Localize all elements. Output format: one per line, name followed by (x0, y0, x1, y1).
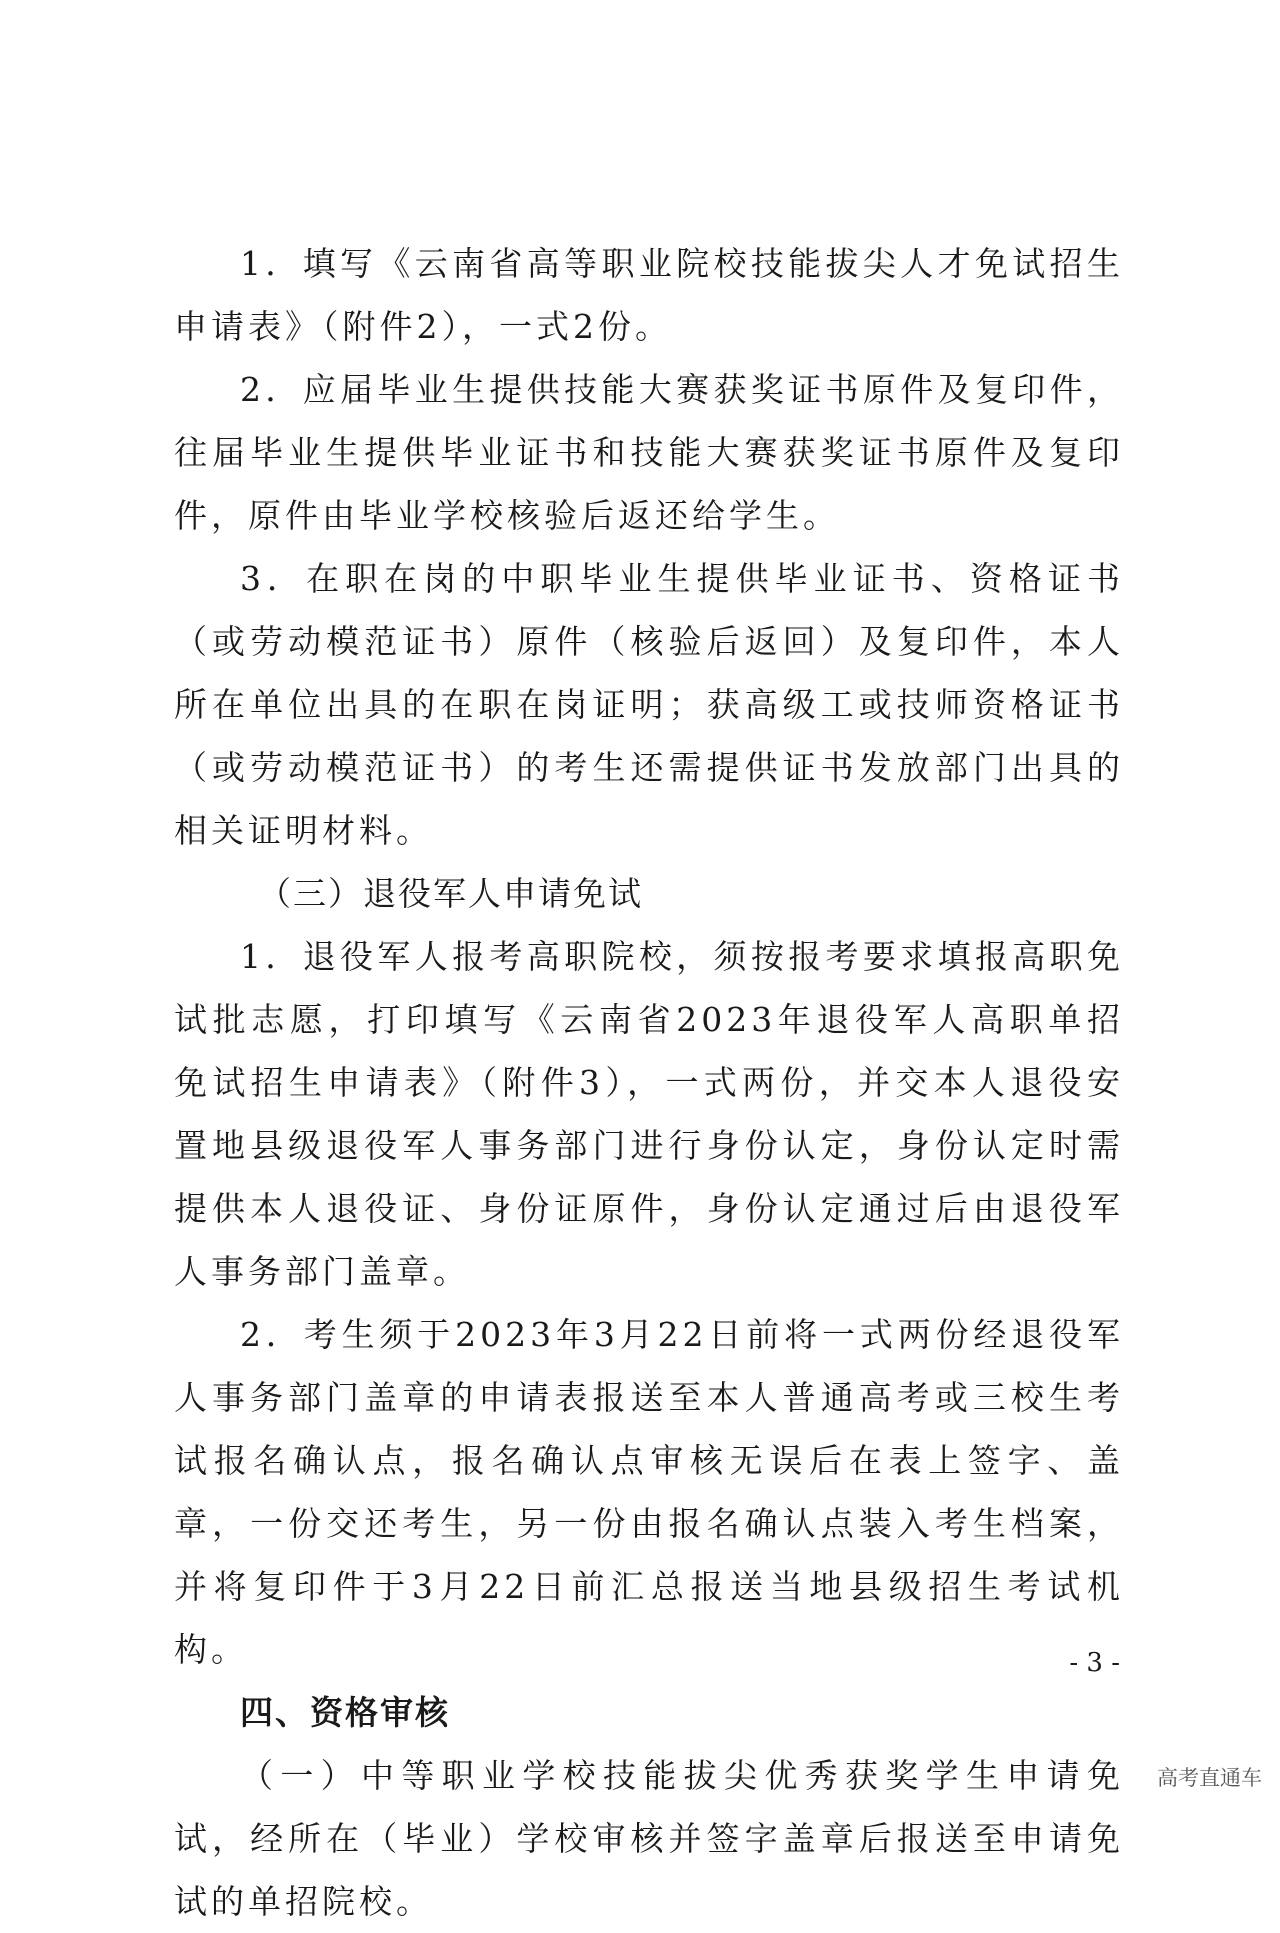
paragraph-qualification-1: （一）中等职业学校技能拔尖优秀获奖学生申请免试，经所在（毕业）学校审核并签字盖章后报送至申请免试的单招院校。 (174, 1756, 1124, 1921)
document-body (174, 232, 1124, 1933)
page-number: - 3 - (1069, 1648, 1120, 1678)
paragraph-item-1: 1．填写《云南省高等职业院校技能拔尖人才免试招生申请表》（附件2），一式2份。 (174, 244, 1124, 346)
paragraph-item-3: 3．在职在岗的中职毕业生提供毕业证书、资格证书（或劳动模范证书）原件（核验后返回）及复印件，本人所在单位出具的在职在岗证明；获高级工或技师资格证书（或劳动模范证书）的考生还需提供证书发放部门出具的相关证明材料。 (174, 559, 1124, 850)
section-heading-qualification: 四、资格审核 (240, 1693, 450, 1732)
paragraph-veterans-1: 1．退役军人报考高职院校，须按报考要求填报高职免试批志愿，打印填写《云南省2023年退役军人高职单招免试招生申请表》（附件3），一式两份，并交本人退役安置地县级退役军人事务部门进行身份认定，身份认定时需提供本人退役证、身份证原件，身份认定通过后由退役军人事务部门盖章。 (174, 937, 1124, 1291)
section-heading-veterans: （三）退役军人申请免试 (258, 874, 643, 913)
watermark-text: 高考直通车 (1157, 1766, 1262, 1790)
paragraph-item-2: 2．应届毕业生提供技能大赛获奖证书原件及复印件，往届毕业生提供毕业证书和技能大赛获奖证书原件及复印件，原件由毕业学校核验后返还给学生。 (174, 370, 1124, 535)
paragraph-veterans-2: 2．考生须于2023年3月22日前将一式两份经退役军人事务部门盖章的申请表报送至本人普通高考或三校生考试报名确认点，报名确认点审核无误后在表上签字、盖章，一份交还考生，另一份由报名确认点装入考生档案，并将复印件于3月22日前汇总报送当地县级招生考试机构。 (174, 1315, 1124, 1669)
